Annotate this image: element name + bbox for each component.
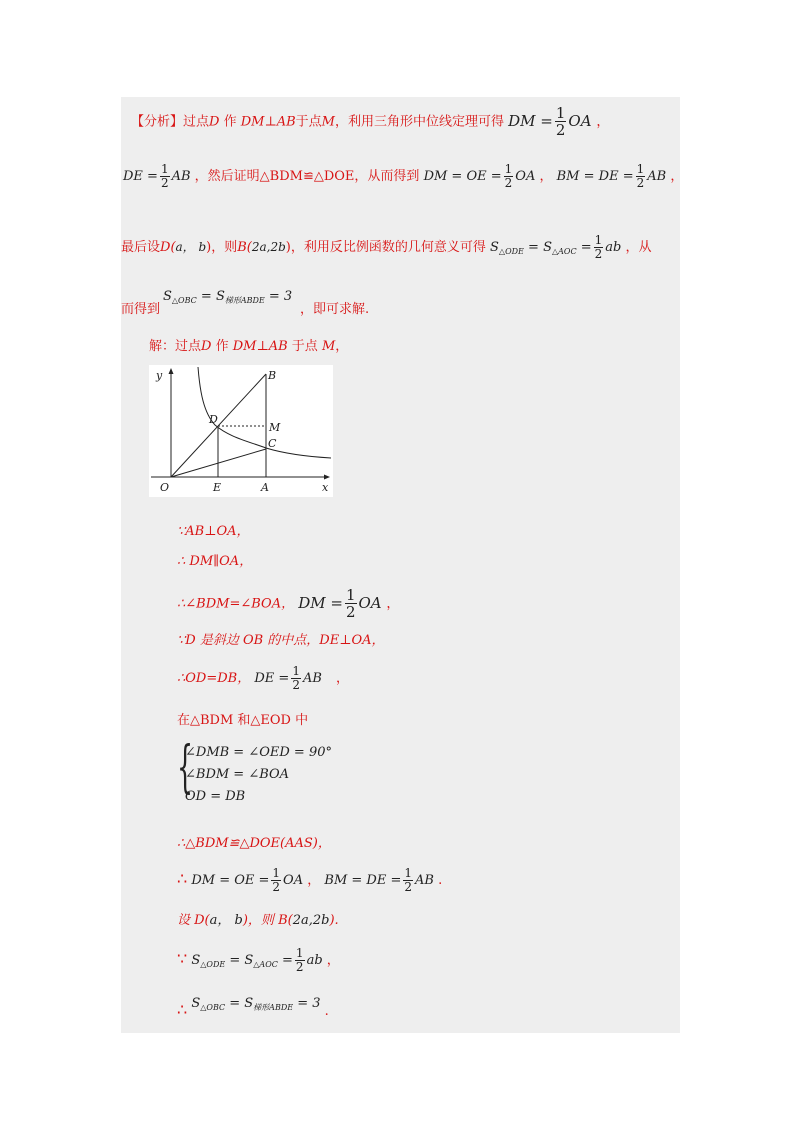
step-7: ∴△BDM≌△DOE(AAS)， xyxy=(177,836,331,851)
geometry-figure xyxy=(149,365,333,497)
analysis-line-1: 【分析】过点D 作 DM⊥AB于点M，利用三角形中位线定理可得 DM = $\frac{1}{2}$ OA ， xyxy=(131,104,610,139)
step-11: ∴ $S_{\triangle OBC} = S_{梯形ABDE} = 3$ . xyxy=(177,996,329,1019)
analysis-line-2: DE = $\frac{1}{2}$ AB ，然后证明△BDM≌△DOE，从而得到 DM = OE = $\frac{1}{2}$ OA ， BM = DE = $\frac{1}{2}$ AB ， xyxy=(123,162,684,190)
step-1: ∵AB⊥OA， xyxy=(177,524,250,539)
label-x: x xyxy=(322,481,329,494)
formula-step8-dm: DM = OE = $\frac{1}{2}$ OA xyxy=(191,866,304,894)
left-brace: { xyxy=(177,735,194,800)
formula-step10-area: $S_{\triangle ODE} = S_{\triangle AOC}$ = $\frac{1}{2}$ ab xyxy=(191,946,323,974)
system-row-2: ∠BDM = ∠BOA xyxy=(185,767,290,782)
equation-system xyxy=(177,735,332,808)
label-d: D xyxy=(209,413,218,426)
step-5: ∴OD=DB， DE = $\frac{1}{2}$ AB ， xyxy=(177,664,350,692)
step-6: 在△BDM 和△EOD 中 xyxy=(177,713,309,728)
formula-step11-area: $S_{\triangle OBC} = S_{梯形ABDE} = 3$ xyxy=(191,996,321,1012)
formula-step8-bm: BM = DE = $\frac{1}{2}$ AB xyxy=(324,866,434,894)
label-a: A xyxy=(261,481,269,494)
label-o: O xyxy=(160,481,170,494)
label-y: y xyxy=(156,369,163,382)
formula-s-obc-s-trap: $S_{\triangle OBC} = S_{梯形ABDE} = 3$ xyxy=(163,289,293,305)
system-row-3: OD = DB xyxy=(185,789,246,804)
label-c: C xyxy=(268,437,277,450)
formula-dm-oe-half-oa: DM = OE = $\frac{1}{2}$ OA xyxy=(423,162,536,190)
formula-dm-half-oa: DM = $\frac{1}{2}$ OA xyxy=(508,104,592,139)
system-row-1: ∠DMB = ∠OED = 90° xyxy=(185,745,332,760)
formula-step5-de: DE = $\frac{1}{2}$ AB xyxy=(254,664,322,692)
solution-intro: 解：过点D 作 DM⊥AB 于点 M， xyxy=(149,339,349,354)
formula-s-ode-s-aoc: $S_{\triangle ODE} = S_{\triangle AOC}$ = $\frac{1}{2}$ ab xyxy=(490,233,622,261)
analysis-line-4: 而得到 ，即可求解. xyxy=(121,302,370,317)
formula-step3-dm: DM = $\frac{1}{2}$ OA xyxy=(298,586,382,621)
step-3: ∴∠BDM=∠BOA， DM = $\frac{1}{2}$ OA ， xyxy=(177,586,400,621)
step-10: ∵ $S_{\triangle ODE} = S_{\triangle AOC}$ = $\frac{1}{2}$ ab ， xyxy=(177,946,340,974)
label-b: B xyxy=(268,369,277,382)
step-2: ∴ DM∥OA， xyxy=(177,554,253,569)
analysis-line-3: 最后设D(a， b)，则B(2a,2b)，利用反比例函数的几何意义可得 $S_{\triangle ODE} = S_{\triangle AOC}$ = $\frac{1}{2}$ ab ，从 xyxy=(121,233,652,261)
step-9: 设 D(a， b)，则 B(2a,2b). xyxy=(177,913,339,928)
formula-de-half-ab: DE = $\frac{1}{2}$ AB xyxy=(123,162,191,190)
content-panel xyxy=(121,97,684,1033)
step-4: ∵D 是斜边 OB 的中点，DE⊥OA， xyxy=(177,633,385,648)
formula-bm-de-half-ab: BM = DE = $\frac{1}{2}$ AB xyxy=(556,162,667,190)
label-m: M xyxy=(269,421,281,434)
label-e: E xyxy=(213,481,222,494)
step-8: ∴ DM = OE = $\frac{1}{2}$ OA ， BM = DE = $\frac{1}{2}$ AB . xyxy=(177,866,443,894)
